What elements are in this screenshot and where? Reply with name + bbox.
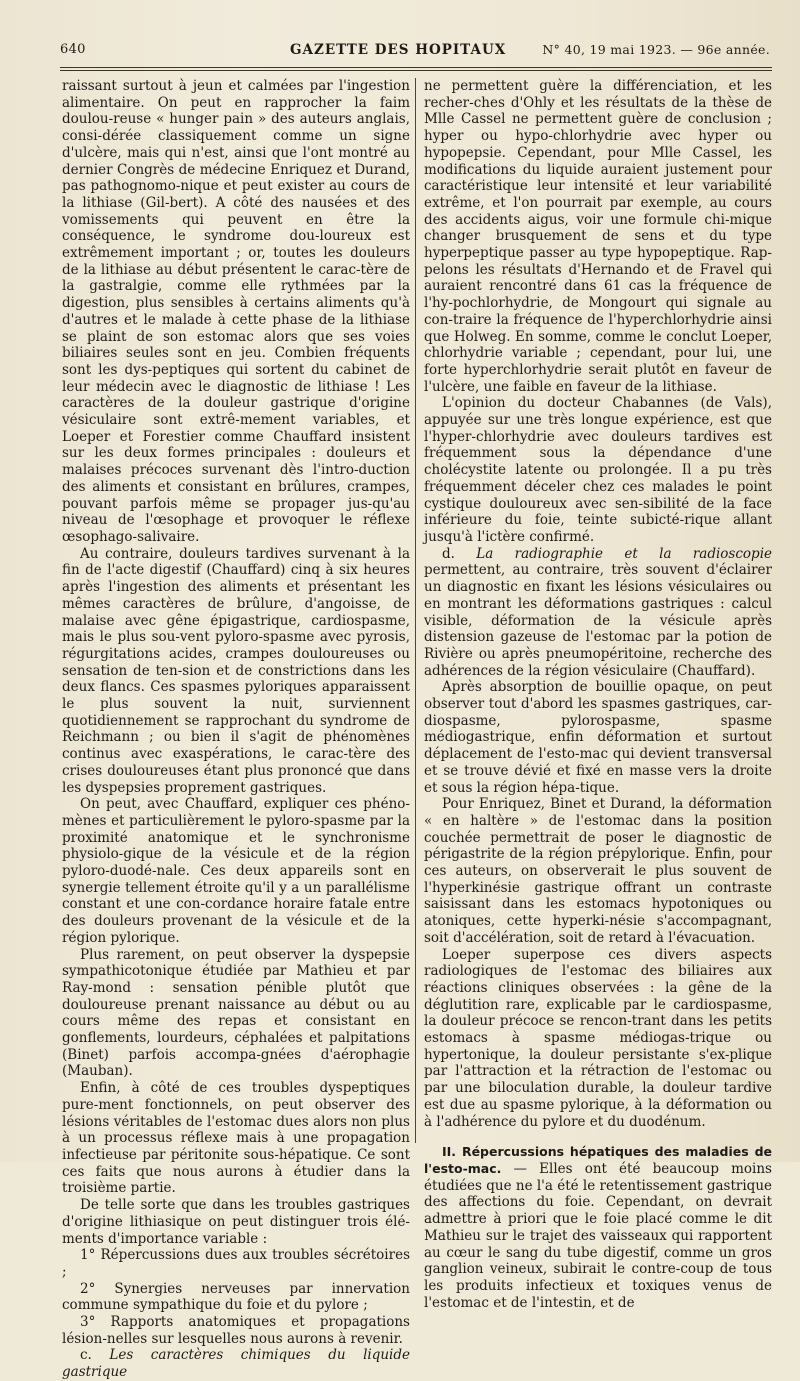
italic-heading: La radiographie et la radioscopie bbox=[476, 545, 772, 562]
paragraph: Enfin, à côté de ces troubles dyspeptiques pure-ment fonctionnels, on peut observer des lésions véritables de l'estomac dues alors non plus à un processus réflexe mais à une propagation infectieuse par péritonite sous-hépatique. Ce sont ces faits que nous aurons à étudier dans la troisième partie. bbox=[62, 1080, 410, 1197]
italic-heading: Les caractères chimiques du liquide gastrique bbox=[62, 1347, 410, 1381]
section-spacer bbox=[424, 1130, 772, 1144]
list-item: 3° Rapports anatomiques et propagations lésion-nelles sur lesquelles nous aurons à revenir. bbox=[62, 1314, 410, 1347]
paragraph: raissant surtout à jeun et calmées par l'ingestion alimentaire. On peut en rapprocher la faim doulou-reuse « hunger pain » des auteurs anglais, consi-dérée classiquement comme un signe d'ulcère, mais qui n'est, ainsi que l'ont montré au dernier Congrès de médecine Enriquez et Durand, pas pathognomo-nique et peut exister au cours de la lithiase (Gil-bert). A côté des nausées et des vomissements qui peuvent en être la conséquence, le syndrome dou-loureux est extrêmement important ; or, toutes les douleurs de la lithiase au début présentent le carac-tère de la gastralgie, comme elle rythmées par la digestion, plus sensibles à certains aliments qu'à d'autres et le malade à cette phase de la lithiase se plaint de son estomac alors que ses voies biliaires seules sont en jeu. Combien fréquents sont les dys-peptiques qui sortent du cabinet de leur médecin avec le diagnostic de lithiase ! Les caractères de la douleur gastrique d'origine vésiculaire sont extrê-mement variables, et Loeper et Forestier comme Chauffard insistent sur les deux formes principales : douleurs et malaises précoces survenant dès l'intro-duction des aliments et consistant en brûlures, crampes, pouvant parfois même se propager jus-qu'au niveau de l'œsophage et provoquer le réflexe œsophago-salivaire. bbox=[62, 78, 410, 545]
page-header bbox=[60, 42, 770, 62]
paragraph: On peut, avec Chauffard, expliquer ces phéno-mènes et particulièrement le pyloro-spasme par la proximité anatomique et le synchronisme physiolo-gique de la vésicule et de la région pyloro-duodé-nale. Ces deux appareils sont en synergie tellement étroite qu'il y a un parallélisme constant et une con-cordance horaire fatale entre des douleurs provenant de la vésicule et de la région pylorique. bbox=[62, 796, 410, 946]
column-divider bbox=[415, 78, 416, 1143]
paragraph: Après absorption de bouillie opaque, on peut observer tout d'abord les spasmes gastriques, car-diospasme, pylorospasme, spasme médiogastrique, enfin déformation et surtout déplacement de l'esto-mac qui devient transversal et se trouve dévié et fixé en masse vers la droite et sous la région hépa-tique. bbox=[424, 679, 772, 796]
paragraph-text: — Elles ont été beaucoup moins étudiées que ne l'a été le retentissement gastrique des affections du foie. Cependant, on devrait admettre à priori que le foie placé comme le dit Mathieu sur le trajet des vaisseaux qui rapportent au cœur le sang du tube digestif, comme un gros ganglion veineux, subirait le contre-coup de tous les produits infectieux et toxiques venus de l'estomac et de l'intestin, et de bbox=[424, 1161, 773, 1311]
left-column bbox=[62, 78, 410, 1381]
paragraph-text: permettent, au contraire, très souvent d'éclairer un diagnostic en fixant les lésions vésiculaires ou en montrant les déformations gastriques : calcul visible, déformation de la vésicule après distension gazeuse de l'estomac par la potion de Rivière ou après pneumopéritoine, recherche des adhérences de la région vésiculaire (Chauffard). bbox=[424, 562, 772, 679]
list-item: 2° Synergies nerveuses par innervation commune sympathique du foie et du pylore ; bbox=[62, 1280, 410, 1314]
paragraph: Plus rarement, on peut observer la dyspepsie sympathicotonique étudiée par Mathieu et par Ray-mond : sensation pénible plutôt que douloureuse prenant naissance au début ou au cours même des repas et consistant en gonflements, lourdeurs, céphalées et palpitations (Binet) parfois accompa-gnées d'aérophagie (Mauban). bbox=[62, 946, 410, 1080]
publication-title: GAZETTE DES HOPITAUX bbox=[290, 42, 507, 58]
paragraph: ne permettent guère la différenciation, et les recher-ches d'Ohly et les résultats de la thèse de Mlle Cassel ne permettent guère de conclusion ; hyper ou hypo-chlorhydrie avec hyper ou hypopepsie. Cependant, pour Mlle Cassel, les modifications du liquide auraient justement pour caractéristique leur intensité et leur variabilité extrême, et l'on pourrait par exemple, au cours des accidents aigus, voir une formule chi-mique changer brusquement de sens et du type hyperpeptique passer au type hypopeptique. Rap-pelons les résultats d'Hernando et de Fravel qui auraient rencontré dans 61 cas la fréquence de l'hy-pochlorhydrie, de Mongourt qui signale au con-traire la fréquence de l'hyperchlorhydrie ainsi que Holweg. En somme, comme le conclut Loeper, chlorhydrie variable ; cependant, pour lui, une forte hyperchlorhydrie serait plutôt en faveur de l'ulcère, une faible en faveur de la lithiase. bbox=[424, 78, 772, 395]
issue-info: N° 40, 19 mai 1923. — 96e année. bbox=[542, 42, 770, 57]
header-rule-top bbox=[60, 67, 772, 68]
paragraph: Pour Enriquez, Binet et Durand, la déformation « en haltère » de l'estomac dans la position couchée permettrait de poser le diagnostic de périgastrite de la région prépylorique. Enfin, pour ces auteurs, on observerait le plus souvent de l'hyperkinésie gastrique offrant un contraste saisissant dans les estomacs hypotoniques ou atoniques, cette hyperki-nésie s'accompagnant, soit d'accélération, soit de retard à l'évacuation. bbox=[424, 796, 772, 946]
paragraph: De telle sorte que dans les troubles gastriques d'origine lithiasique on peut distinguer trois élé-ments d'importance variable : bbox=[62, 1197, 410, 1247]
right-column bbox=[424, 78, 772, 1311]
section-heading: II. Répercussions hépatiques des maladies de l'esto-mac. bbox=[424, 1144, 772, 1176]
paragraph: L'opinion du docteur Chabannes (de Vals), appuyée sur une très longue expérience, est que l'hyper-chlorhydrie avec douleurs tardives est fréquemment sous la dépendance d'une cholécystite latente ou prolongée. Il a pu très fréquemment déceler chez ces malades le point cystique douloureux avec sen-sibilité de la face inférieure du foie, teinte subicté-rique allant jusqu'à l'ictère confirmé. bbox=[424, 395, 772, 545]
header-rule-bottom bbox=[60, 70, 772, 71]
paragraph-lead: c. bbox=[80, 1347, 92, 1364]
paragraph bbox=[424, 1144, 772, 1311]
paragraph bbox=[62, 1347, 410, 1380]
paragraph-lead: d. bbox=[442, 545, 455, 562]
paragraph: Loeper superpose ces divers aspects radiologiques de l'estomac des biliaires aux réactions cliniques observées : la gêne de la déglutition rare, explicable par le cardiospasme, la douleur précoce se rencon-trant dans les petits estomacs à spasme médiogas-trique ou hypertonique, la douleur persistante s'ex-plique par l'attraction et la rétraction de l'estomac ou par une biloculation durable, la douleur tardive est due au spasme pylorique, à la déformation ou à l'adhérence du pylore et du duodénum. bbox=[424, 946, 772, 1130]
page-number: 640 bbox=[60, 42, 86, 57]
paragraph bbox=[424, 546, 772, 680]
list-item: 1° Répercussions dues aux troubles sécrétoires ; bbox=[62, 1247, 410, 1280]
paragraph: Au contraire, douleurs tardives survenant à la fin de l'acte digestif (Chauffard) cinq à six heures après l'ingestion des aliments et présentant les mêmes caractères de brûlure, d'angoisse, de malaise avec gêne épigastrique, cardiospasme, mais le plus sou-vent pyloro-spasme avec pyrosis, régurgitations acides, crampes douloureuses ou sensation de ten-sion et de constrictions dans les deux flancs. Ces spasmes pyloriques apparaissent le plus souvent la nuit, surviennent quotidiennement se rapprochant du syndrome de Reichmann ; ou bien il s'agit de phénomènes continus avec exaspérations, le carac-tère des crises douloureuses étant plus prononcé que dans les dyspepsies proprement gastriques. bbox=[62, 545, 410, 796]
